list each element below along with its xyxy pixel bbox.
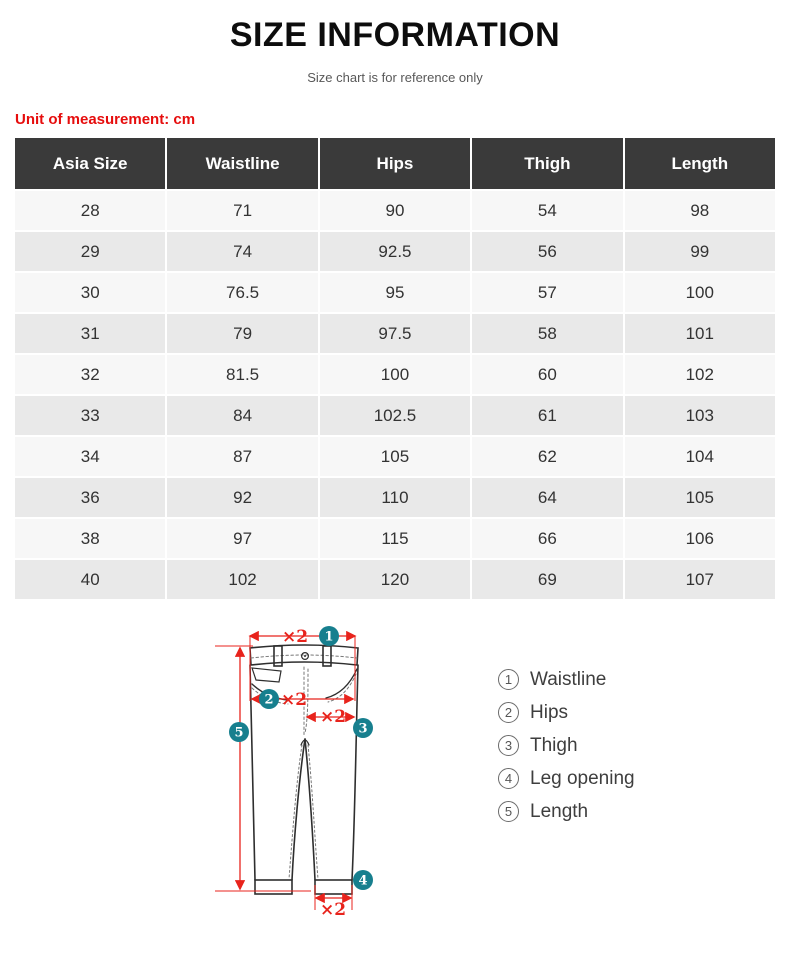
table-cell: 115 — [320, 519, 470, 558]
header-row — [15, 138, 775, 189]
leg-opening-x2-label: ×2 — [319, 900, 347, 920]
marker-3: 3 — [358, 721, 368, 737]
legend-number-circle: 1 — [498, 669, 519, 690]
table-cell: 40 — [15, 560, 165, 599]
table-cell: 87 — [167, 437, 317, 476]
table-cell: 101 — [625, 314, 775, 353]
table-cell: 64 — [472, 478, 622, 517]
table-cell: 100 — [320, 355, 470, 394]
table-cell: 105 — [320, 437, 470, 476]
table-cell: 34 — [15, 437, 165, 476]
table-row — [15, 355, 775, 394]
table-cell: 103 — [625, 396, 775, 435]
table-cell: 102 — [625, 355, 775, 394]
table-row — [15, 560, 775, 599]
table-row — [15, 273, 775, 312]
page-subtitle: Size chart is for reference only — [307, 70, 483, 85]
legend-label: Length — [530, 800, 589, 822]
table-row — [15, 232, 775, 271]
table-row — [15, 191, 775, 230]
legend-number-circle: 2 — [498, 702, 519, 723]
pants-measurement-diagram — [195, 617, 465, 934]
table-cell: 79 — [167, 314, 317, 353]
table-cell: 33 — [15, 396, 165, 435]
column-header: Length — [625, 138, 775, 189]
table-row — [15, 396, 775, 435]
table-cell: 102 — [167, 560, 317, 599]
table-cell: 98 — [625, 191, 775, 230]
column-header: Hips — [320, 138, 470, 189]
table-cell: 28 — [15, 191, 165, 230]
table-cell: 81.5 — [167, 355, 317, 394]
legend-item — [498, 729, 635, 762]
page-title: SIZE INFORMATION — [229, 16, 561, 54]
table-cell: 95 — [320, 273, 470, 312]
column-header: Waistline — [167, 138, 317, 189]
unit-of-measurement-note: Unit of measurement: cm — [15, 111, 196, 128]
table-cell: 102.5 — [320, 396, 470, 435]
table-cell: 30 — [15, 273, 165, 312]
table-cell: 54 — [472, 191, 622, 230]
table-cell: 71 — [167, 191, 317, 230]
table-cell: 38 — [15, 519, 165, 558]
table-row — [15, 437, 775, 476]
size-table-body — [15, 191, 775, 599]
legend-item — [498, 696, 635, 729]
table-cell: 92.5 — [320, 232, 470, 271]
table-cell: 105 — [625, 478, 775, 517]
legend-number-circle: 5 — [498, 801, 519, 822]
table-cell: 36 — [15, 478, 165, 517]
legend-label: Waistline — [530, 668, 607, 690]
legend-item — [498, 762, 635, 795]
marker-5: 5 — [234, 725, 244, 741]
marker-1: 1 — [324, 629, 334, 645]
table-cell: 66 — [472, 519, 622, 558]
table-cell: 31 — [15, 314, 165, 353]
legend-label: Thigh — [530, 734, 578, 756]
legend-label: Leg opening — [530, 767, 635, 789]
table-cell: 61 — [472, 396, 622, 435]
measurement-diagram-section — [0, 617, 790, 947]
waist-x2-label: ×2 — [281, 627, 309, 647]
size-table — [13, 136, 777, 601]
table-cell: 56 — [472, 232, 622, 271]
marker-2: 2 — [264, 692, 274, 708]
legend-number-circle: 4 — [498, 768, 519, 789]
table-row — [15, 314, 775, 353]
legend-number-circle: 3 — [498, 735, 519, 756]
legend-item — [498, 663, 635, 696]
table-cell: 57 — [472, 273, 622, 312]
size-table-header — [15, 138, 775, 189]
table-cell: 120 — [320, 560, 470, 599]
thigh-x2-label: ×2 — [319, 707, 347, 727]
table-cell: 69 — [472, 560, 622, 599]
table-cell: 32 — [15, 355, 165, 394]
table-cell: 92 — [167, 478, 317, 517]
measurement-legend — [498, 663, 635, 828]
legend-label: Hips — [530, 701, 569, 723]
table-cell: 97 — [167, 519, 317, 558]
table-cell: 58 — [472, 314, 622, 353]
table-row — [15, 519, 775, 558]
table-cell: 100 — [625, 273, 775, 312]
table-cell: 90 — [320, 191, 470, 230]
table-cell: 84 — [167, 396, 317, 435]
column-header: Asia Size — [15, 138, 165, 189]
table-cell: 107 — [625, 560, 775, 599]
table-cell: 104 — [625, 437, 775, 476]
table-cell: 62 — [472, 437, 622, 476]
hips-x2-label: ×2 — [280, 690, 308, 710]
measurement-annotations — [215, 636, 355, 910]
table-row — [15, 478, 775, 517]
table-cell: 106 — [625, 519, 775, 558]
table-cell: 110 — [320, 478, 470, 517]
table-cell: 60 — [472, 355, 622, 394]
legend-item — [498, 795, 635, 828]
table-cell: 76.5 — [167, 273, 317, 312]
marker-4: 4 — [358, 873, 368, 889]
column-header: Thigh — [472, 138, 622, 189]
table-cell: 29 — [15, 232, 165, 271]
table-cell: 97.5 — [320, 314, 470, 353]
table-cell: 74 — [167, 232, 317, 271]
pants-outline — [250, 645, 358, 894]
table-cell: 99 — [625, 232, 775, 271]
